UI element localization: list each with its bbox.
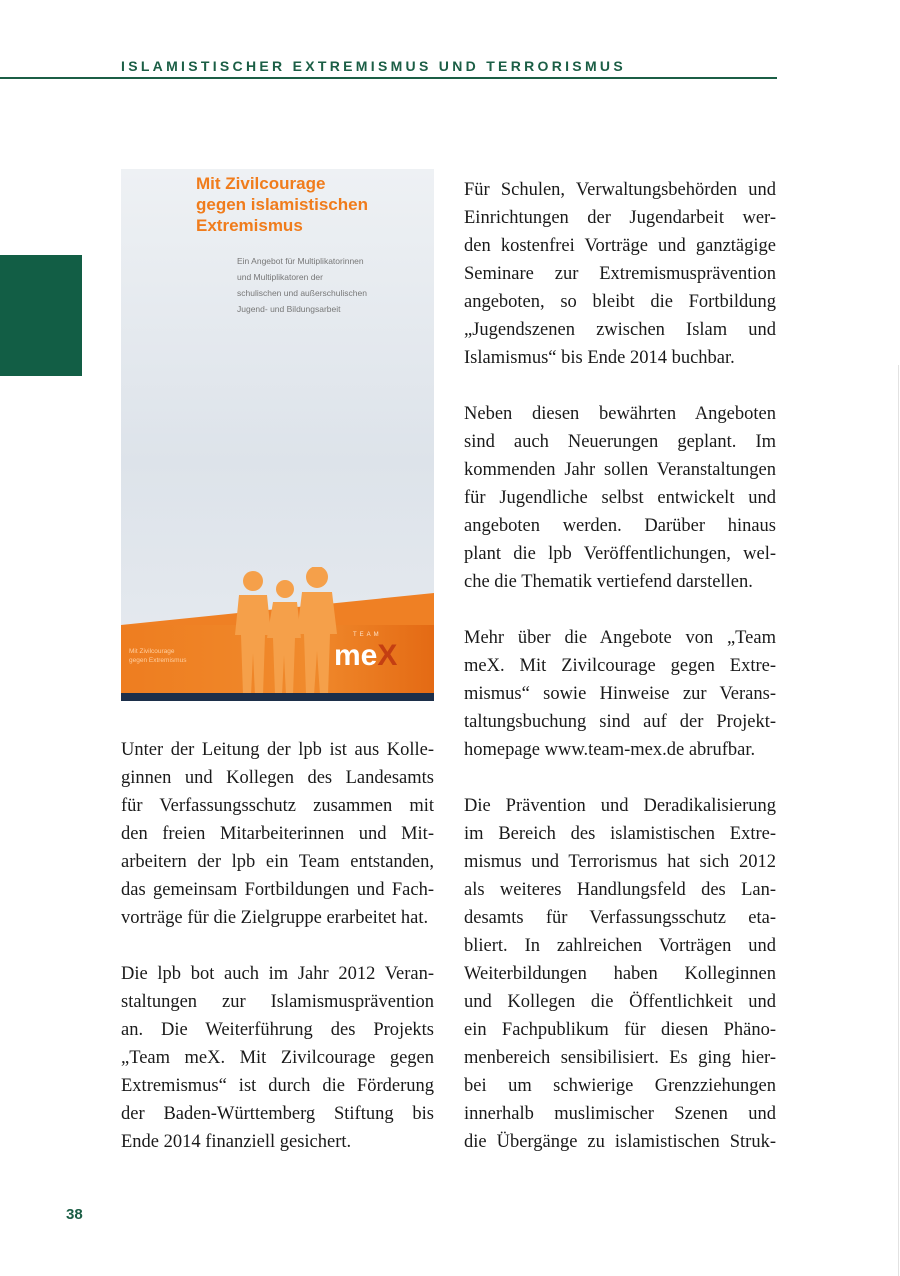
text-line: taltungsbuchung sind auf der Projekt- [464, 712, 776, 732]
text-line: arbeitern der lpb ein Team entstanden, [121, 852, 434, 872]
text-line: menbereich sensibilisiert. Es ging hier- [464, 1048, 776, 1068]
text-line: meX. Mit Zivilcourage gegen Extre- [464, 656, 776, 676]
text-line: Seminare zur Extremismusprävention [464, 264, 776, 284]
paragraph [464, 792, 776, 1156]
navy-strip [121, 693, 434, 701]
text-line: Mehr über die Angebote von „Team [464, 628, 776, 648]
text-line: Islamismus“ bis Ende 2014 buchbar. [464, 348, 735, 368]
text-line: desamts für Verfassungsschutz eta- [464, 908, 776, 928]
text-line: Die Prävention und Deradikalisierung [464, 796, 776, 816]
brochure-subtitle-line: und Multiplikatoren der [237, 272, 323, 282]
text-line: ein Fachpublikum für diesen Phäno- [464, 1020, 776, 1040]
brochure-title-line: Extremismus [196, 216, 303, 235]
paragraph [464, 624, 776, 764]
text-line: plant die lpb Veröffentlichungen, wel- [464, 544, 776, 564]
text-line: „Jugendszenen zwischen Islam und [464, 320, 776, 340]
brochure-title-line: Mit Zivilcourage [196, 174, 326, 193]
text-line: im Bereich des islamistischen Extre- [464, 824, 776, 844]
brochure-cover-image [121, 169, 434, 701]
paragraph [121, 736, 434, 932]
band-caption-line: gegen Extremismus [129, 657, 187, 664]
text-line: „Team meX. Mit Zivilcourage gegen [121, 1048, 434, 1068]
text-line: und Kollegen die Öffentlichkeit und [464, 992, 776, 1012]
running-title: ISLAMISTISCHER EXTREMISMUS UND TERRORISMUS [121, 58, 626, 74]
text-line: vorträge für die Zielgruppe erarbeitet hat. [121, 908, 429, 928]
text-line: homepage www.team-mex.de abrufbar. [464, 740, 756, 760]
team-mex-logo [334, 639, 397, 673]
text-line: mismus“ sowie Hinweise zur Verans- [464, 684, 776, 704]
text-line: Einrichtungen der Jugendarbeit wer- [464, 208, 776, 228]
text-line: staltungen zur Islamismusprävention [121, 992, 434, 1012]
text-line: als weiteres Handlungsfeld des Lan- [464, 880, 776, 900]
text-line: für Verfassungsschutz zusammen mit [121, 796, 434, 816]
right-column [464, 176, 776, 1184]
paragraph [464, 400, 776, 596]
text-line: die Übergänge zu islamistischen Struk- [464, 1132, 776, 1152]
page-number: 38 [66, 1206, 83, 1223]
header-rule [0, 77, 777, 79]
text-line: den kostenfrei Vorträge und ganztägige [464, 236, 776, 256]
text-line: che die Thematik vertiefend darstellen. [464, 572, 753, 592]
brochure-subtitle [237, 253, 427, 317]
text-line: Extremismus“ ist durch die Förderung [121, 1076, 434, 1096]
text-line: mismus und Terrorismus hat sich 2012 [464, 852, 776, 872]
logo-me: me [334, 639, 378, 672]
text-line: an. Die Weiterführung des Projekts [121, 1020, 434, 1040]
brochure-title-line: gegen islamistischen [196, 195, 368, 214]
logo-x: X [377, 639, 398, 672]
paragraph [464, 176, 776, 372]
text-line: sind auch Neuerungen geplant. Im [464, 432, 776, 452]
text-line: Die lpb bot auch im Jahr 2012 Veran- [121, 964, 434, 984]
text-line: Ende 2014 finanziell gesichert. [121, 1132, 352, 1152]
band-caption-line: Mit Zivilcourage [129, 648, 175, 655]
page-edge-line [898, 365, 899, 1276]
brochure-subtitle-line: schulischen und außerschulischen [237, 288, 367, 298]
text-line: Für Schulen, Verwaltungsbehörden und [464, 180, 776, 200]
text-line: kommenden Jahr sollen Veranstaltungen [464, 460, 776, 480]
chapter-tab [0, 255, 82, 376]
brochure-title [196, 173, 426, 236]
text-line: angeboten werden. Darüber hinaus [464, 516, 776, 536]
text-line: Neben diesen bewährten Angeboten [464, 404, 776, 424]
left-column [121, 736, 434, 1184]
text-line: bliert. In zahlreichen Vorträgen und [464, 936, 776, 956]
paragraph [121, 960, 434, 1156]
text-line: Weiterbildungen haben Kolleginnen [464, 964, 776, 984]
brochure-subtitle-line: Ein Angebot für Multiplikatorinnen [237, 256, 364, 266]
text-line: angeboten, so bleibt die Fortbildung [464, 292, 776, 312]
text-line: bei um schwierige Grenzziehungen [464, 1076, 776, 1096]
people-silhouettes-icon [231, 567, 341, 697]
brochure-subtitle-line: Jugend- und Bildungsarbeit [237, 304, 341, 314]
text-line: ginnen und Kollegen des Landesamts [121, 768, 434, 788]
text-line: innerhalb muslimischer Szenen und [464, 1104, 776, 1124]
text-line: das gemeinsam Fortbildungen und Fach- [121, 880, 434, 900]
text-line: den freien Mitarbeiterinnen und Mit- [121, 824, 434, 844]
text-line: der Baden-Württemberg Stiftung bis [121, 1104, 434, 1124]
text-line: Unter der Leitung der lpb ist aus Kolle- [121, 740, 434, 760]
text-line: für Jugendliche selbst entwickelt und [464, 488, 776, 508]
logo-team-text: TEAM [353, 632, 382, 638]
band-caption [129, 647, 239, 665]
